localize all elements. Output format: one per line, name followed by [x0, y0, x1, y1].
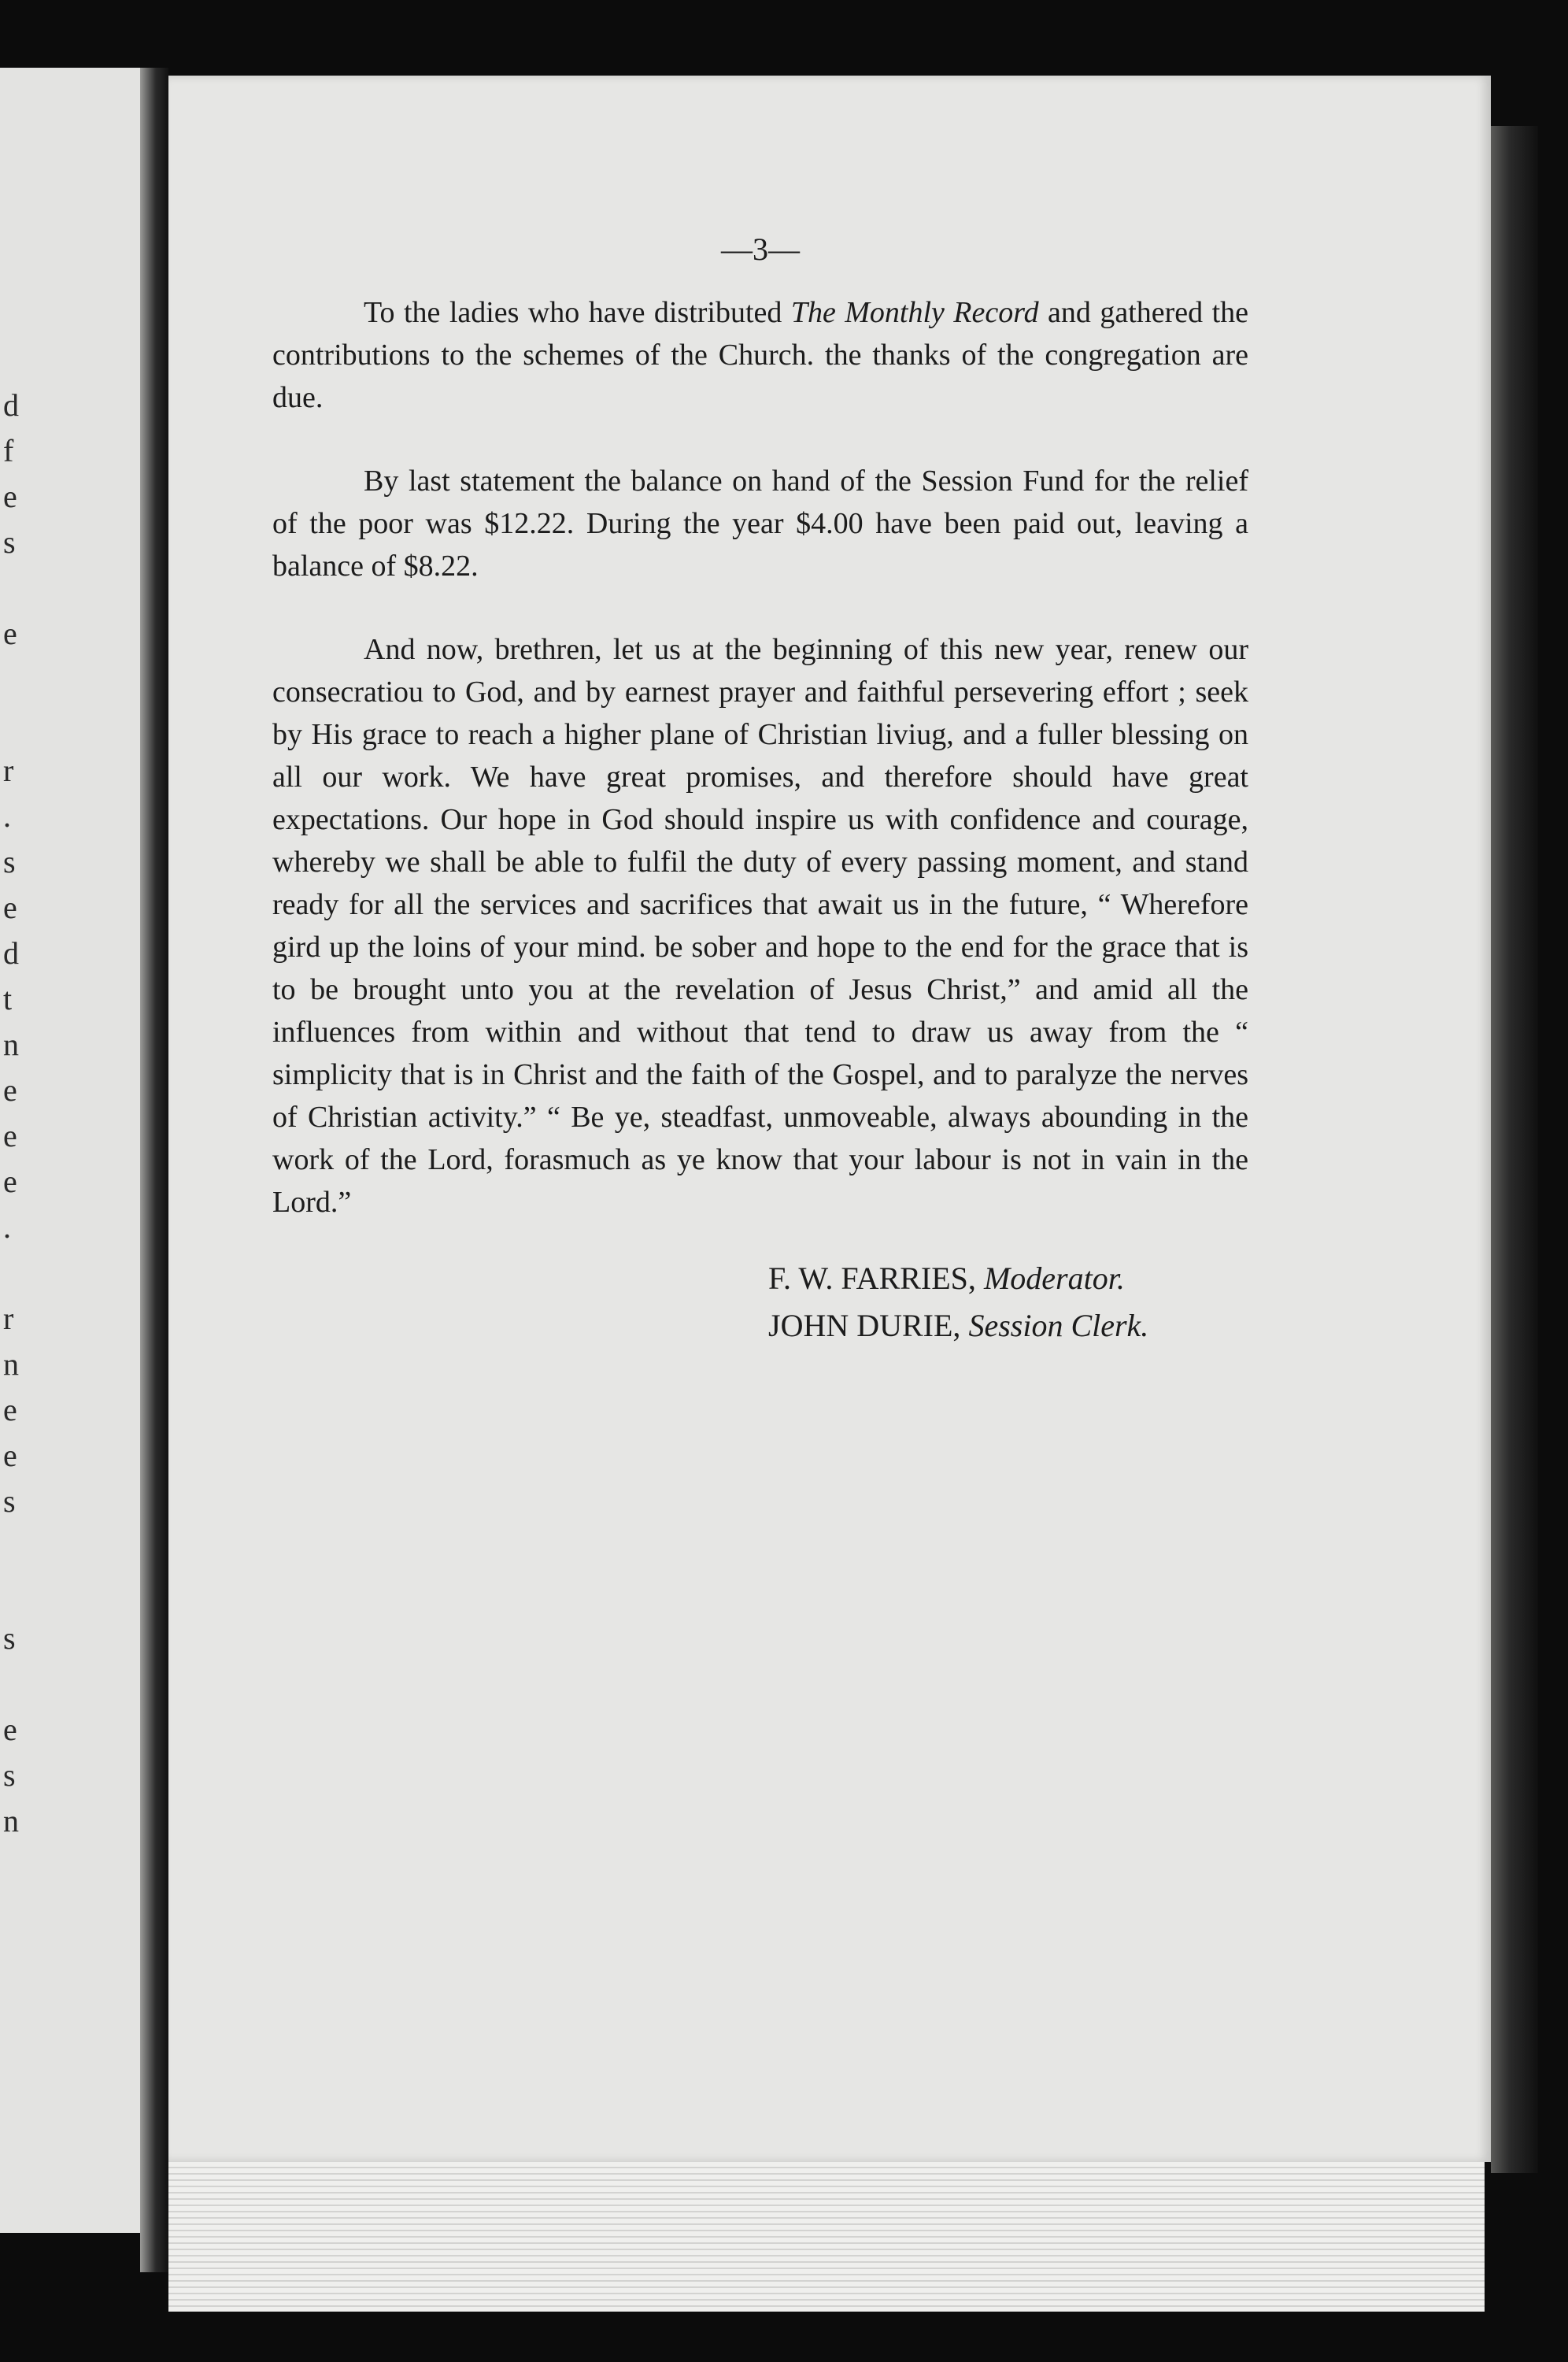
edge-letter: f	[3, 433, 14, 468]
edge-letter: r	[3, 1301, 14, 1336]
edge-letter: e	[3, 890, 17, 925]
edge-letter	[3, 1250, 35, 1296]
edge-letter	[3, 657, 35, 702]
page-number: —3—	[721, 231, 800, 267]
paragraph-text: and gathered the contributions to the schemes of the Church. the thanks of the congregation are due.	[272, 296, 1248, 414]
signature-session-clerk	[768, 1302, 1248, 1349]
paragraph-text: To the ladies who have distributed	[364, 296, 791, 329]
edge-letter: n	[3, 1027, 19, 1062]
signatory-name: JOHN DURIE,	[768, 1308, 969, 1343]
signature-block	[768, 1255, 1248, 1349]
edge-letter: e	[3, 1712, 17, 1747]
edge-letter: r	[3, 753, 14, 788]
signatory-role: Moderator.	[983, 1261, 1125, 1296]
edge-letter: s	[3, 524, 16, 560]
edge-letter: s	[3, 1620, 16, 1656]
edge-letter: e	[3, 479, 17, 514]
edge-letter: e	[3, 1072, 17, 1108]
edge-letter: e	[3, 1438, 17, 1473]
publication-title: The Monthly Record	[790, 296, 1039, 329]
signature-moderator	[768, 1255, 1248, 1302]
edge-letter: s	[3, 844, 16, 879]
paragraph-exhortation: And now, brethren, let us at the beginning of this new year, renew our consecratiou to God, and by earnest prayer and faithful persevering effort ; seek by His grace to reach a higher plane of Christian liviug, and a fuller blessing on all our work. We have great promises, and therefore should have great expectations. Our hope in God should inspire us with confidence and courage, whereby we shall be able to fulfil the duty of every passing moment, and stand ready for all the services and sacrifices that await us in the future, “ Wherefore gird up the loins of your mind. be sober and hope to the end for the grace that is to be brought unto you at the revelation of Jesus Christ,” and amid all the influences from within and without that tend to draw us away from the “ simplicity that is in Christ and the faith of the Gospel, and to paralyze the nerves of Christian activity.” “ Be ye, steadfast, unmoveable, always abounding in the work of the Lord, forasmuch as ye know that your labour is not in vain in the Lord.”	[272, 633, 1248, 1219]
paragraph-ladies	[272, 291, 1248, 419]
edge-letter	[3, 565, 35, 611]
edge-letter	[3, 1661, 35, 1707]
edge-letter: s	[3, 1757, 16, 1793]
right-page-edges	[1491, 126, 1538, 2173]
left-page	[0, 68, 140, 2233]
edge-letter: .	[3, 1209, 11, 1245]
edge-letter: d	[3, 935, 19, 971]
edge-letter: e	[3, 1392, 17, 1427]
book-gutter	[140, 68, 168, 2272]
edge-letter: s	[3, 1483, 16, 1519]
edge-letter: n	[3, 1803, 19, 1838]
signatory-role: Session Clerk.	[968, 1308, 1149, 1343]
edge-letter: e	[3, 616, 17, 651]
edge-letter	[3, 1524, 35, 1570]
edge-letter	[3, 1570, 35, 1616]
edge-letter: .	[3, 798, 11, 834]
edge-letter: d	[3, 387, 19, 423]
edge-letter: e	[3, 1164, 17, 1199]
signatory-name: F. W. FARRIES,	[768, 1261, 984, 1296]
bottom-page-edges	[168, 2162, 1485, 2312]
paragraph-session-fund: By last statement the balance on hand of the Session Fund for the relief of the poor was $12.22. During the year $4.00 have been paid out, leaving a balance of $8.22.	[272, 465, 1248, 583]
edge-letter	[3, 702, 35, 748]
left-page-edge-text	[3, 383, 35, 1844]
edge-letter: e	[3, 1118, 17, 1153]
document-text	[272, 228, 1248, 1349]
edge-letter: t	[3, 981, 13, 1016]
edge-letter: n	[3, 1346, 19, 1382]
